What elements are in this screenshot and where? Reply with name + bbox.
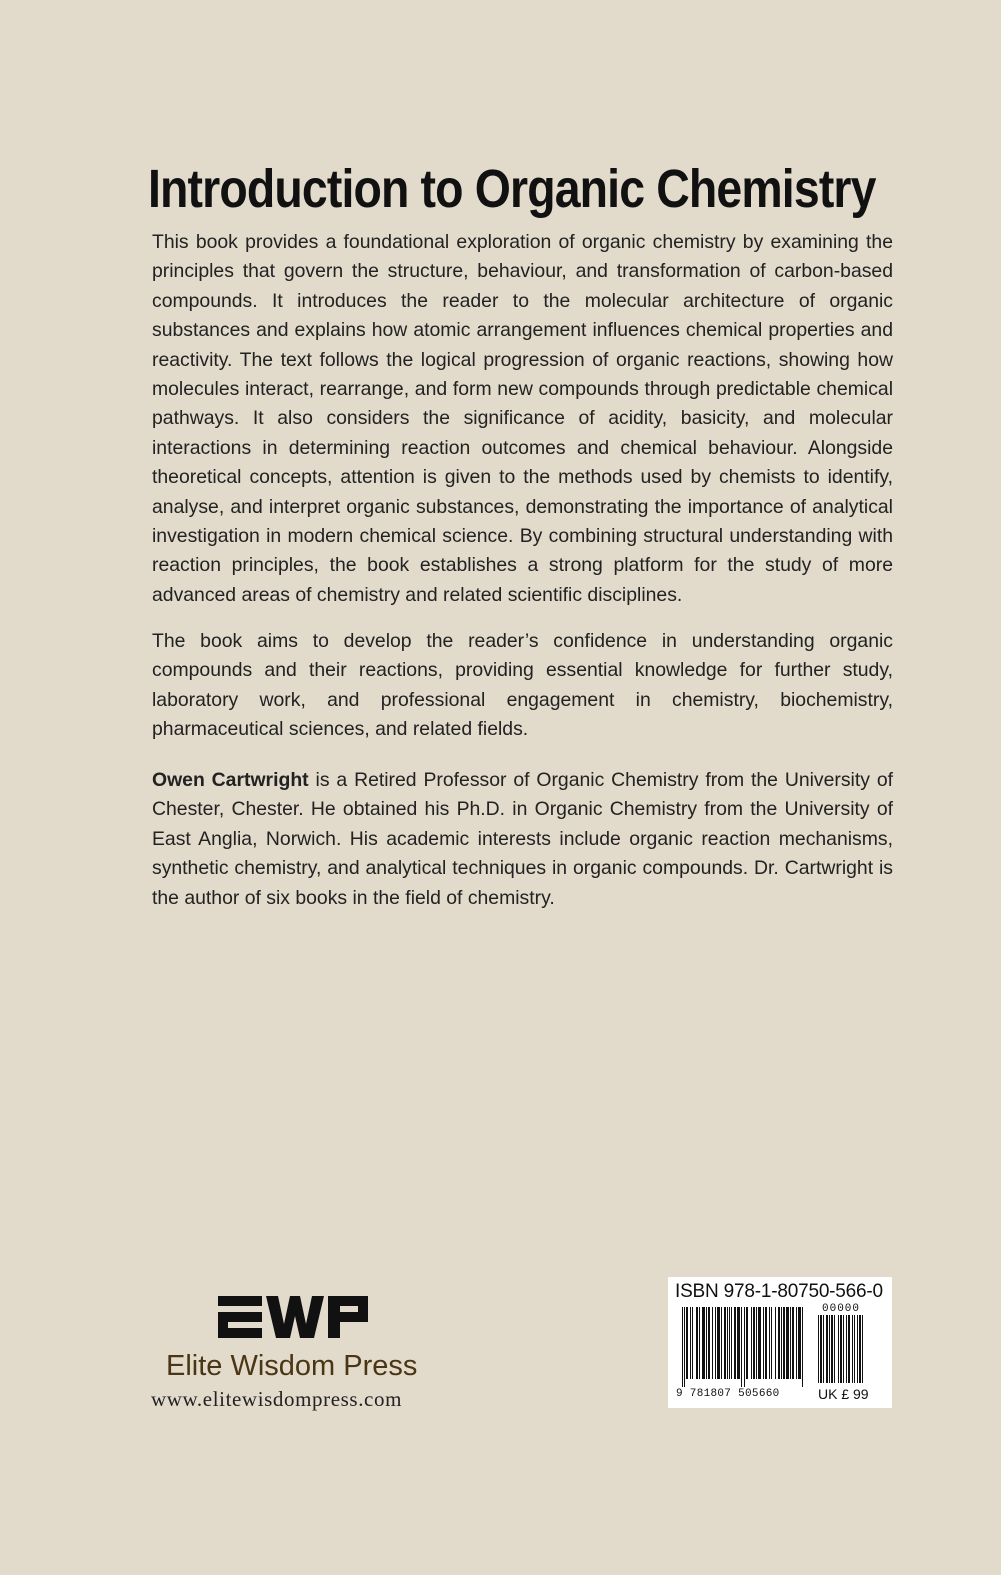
author-bio	[152, 766, 893, 913]
isbn-label: ISBN 978-1-80750-566-0	[675, 1281, 883, 1302]
description-paragraph-1: This book provides a foundational exploration of organic chemistry by examining the principles that govern the structure, behaviour, and transformation of carbon-based compounds. It introduces the reader to the molecular architecture of organic substances and explains how atomic arrangement influences chemical properties and reactivity. The text follows the logical progression of organic reactions, showing how molecules interact, rearrange, and form new compounds through predictable chemical pathways. It also considers the significance of acidity, basicity, and molecular interactions in determining reaction outcomes and chemical behaviour. Alongside theoretical concepts, attention is given to the methods used by chemists to identify, analyse, and interpret organic substances, demonstrating the importance of analytical investigation in modern chemical science. By combining structural understanding with reaction principles, the book establishes a strong platform for the study of more advanced areas of chemistry and related scientific disciplines.	[152, 231, 893, 606]
publisher-url: www.elitewisdompress.com	[151, 1387, 402, 1411]
price-label: UK £ 99	[818, 1386, 869, 1402]
barcode-addon-icon	[818, 1315, 874, 1387]
author-bio-text: is a Retired Professor of Organic Chemistry from the University of Chester, Chester. He obtained his Ph.D. in Organic Chemistry from the University of East Anglia, Norwich. His academic interests include organic reaction mechanisms, synthetic chemistry, and analytical techniques in organic compounds. Dr. Cartwright is the author of six books in the field of chemistry.	[152, 769, 893, 909]
description-paragraph-2: The book aims to develop the reader’s confidence in understanding organic compounds and their reactions, providing essential knowledge for further study, laboratory work, and professional engagement in chemistry, biochemistry, pharmaceutical sciences, and related fields.	[152, 630, 893, 741]
ean-digits: 9 781807 505660	[676, 1388, 780, 1400]
book-title: Introduction to Organic Chemistry	[148, 159, 876, 219]
publisher-name: Elite Wisdom Press	[166, 1350, 418, 1382]
publisher-logo	[150, 1290, 440, 1344]
addon-digits: 00000	[822, 1303, 861, 1315]
barcode-main-icon	[682, 1307, 810, 1387]
author-name: Owen Cartwright	[152, 769, 309, 791]
ewp-logo-icon	[218, 1290, 368, 1344]
barcode-panel	[668, 1277, 892, 1408]
